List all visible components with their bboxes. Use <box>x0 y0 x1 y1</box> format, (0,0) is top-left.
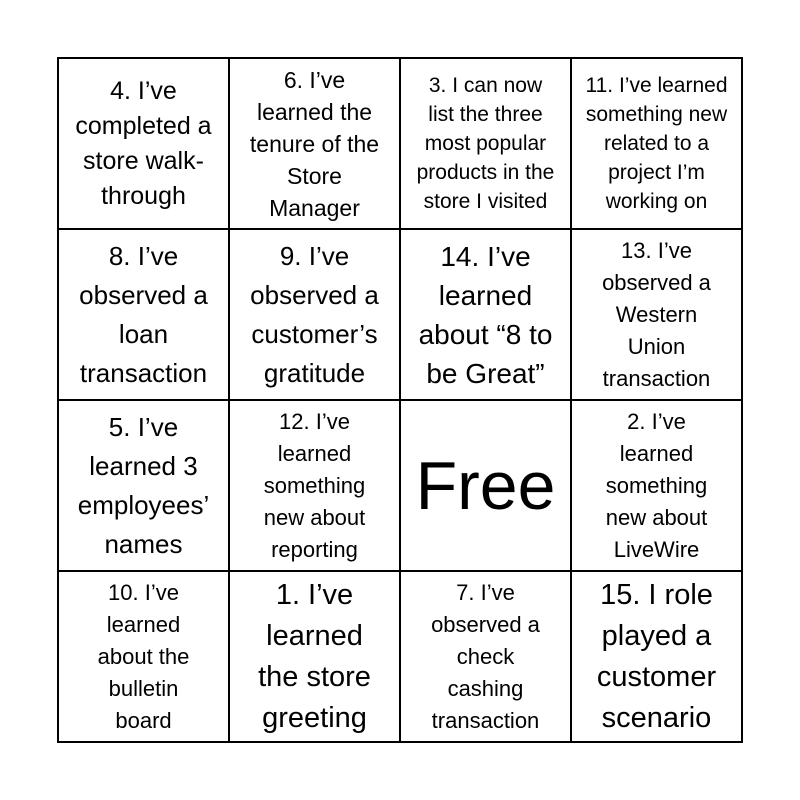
cell-text: 13. I’ve observed a Western Union transaction <box>602 237 711 391</box>
cell-text: 2. I’ve learned something new about LiveWire <box>605 408 708 562</box>
bingo-cell[interactable] <box>59 59 230 230</box>
bingo-board <box>57 57 743 743</box>
bingo-cell[interactable] <box>401 59 572 230</box>
cell-text: 7. I’ve observed a check cashing transaction <box>431 579 540 733</box>
bingo-cell[interactable] <box>230 59 401 230</box>
free-space-cell[interactable] <box>401 401 572 572</box>
cell-text: 12. I’ve learned something new about reporting <box>263 408 366 562</box>
bingo-cell[interactable] <box>572 572 743 743</box>
bingo-cell[interactable] <box>230 572 401 743</box>
cell-text: 3. I can now list the three most popular products in the store I visited <box>416 74 555 213</box>
bingo-cell[interactable] <box>59 230 230 401</box>
bingo-cell[interactable] <box>230 230 401 401</box>
bingo-cell[interactable] <box>59 401 230 572</box>
cell-text: 11. I’ve learned something new related to a project I’m working on <box>585 74 728 213</box>
bingo-cell[interactable] <box>572 59 743 230</box>
bingo-cell[interactable] <box>401 230 572 401</box>
cell-text: 9. I’ve observed a customer’s gratitude <box>250 240 379 388</box>
cell-text: 8. I’ve observed a loan transaction <box>79 240 208 388</box>
cell-text: 4. I’ve completed a store walk- through <box>75 76 212 210</box>
cell-text: 1. I’ve learned the store greeting <box>258 578 371 734</box>
bingo-cell[interactable] <box>572 230 743 401</box>
cell-text: 15. I role played a customer scenario <box>596 578 717 734</box>
bingo-cell[interactable] <box>59 572 230 743</box>
free-space-label: Free <box>415 447 556 524</box>
bingo-cell[interactable] <box>401 572 572 743</box>
cell-text: 14. I’ve learned about “8 to be Great” <box>418 240 553 389</box>
bingo-cell[interactable] <box>230 401 401 572</box>
cell-text: 6. I’ve learned the tenure of the Store Manager <box>249 66 380 221</box>
cell-text: 5. I’ve learned 3 employees’ names <box>77 411 210 559</box>
bingo-cell[interactable] <box>572 401 743 572</box>
cell-text: 10. I’ve learned about the bulletin board <box>97 579 190 733</box>
